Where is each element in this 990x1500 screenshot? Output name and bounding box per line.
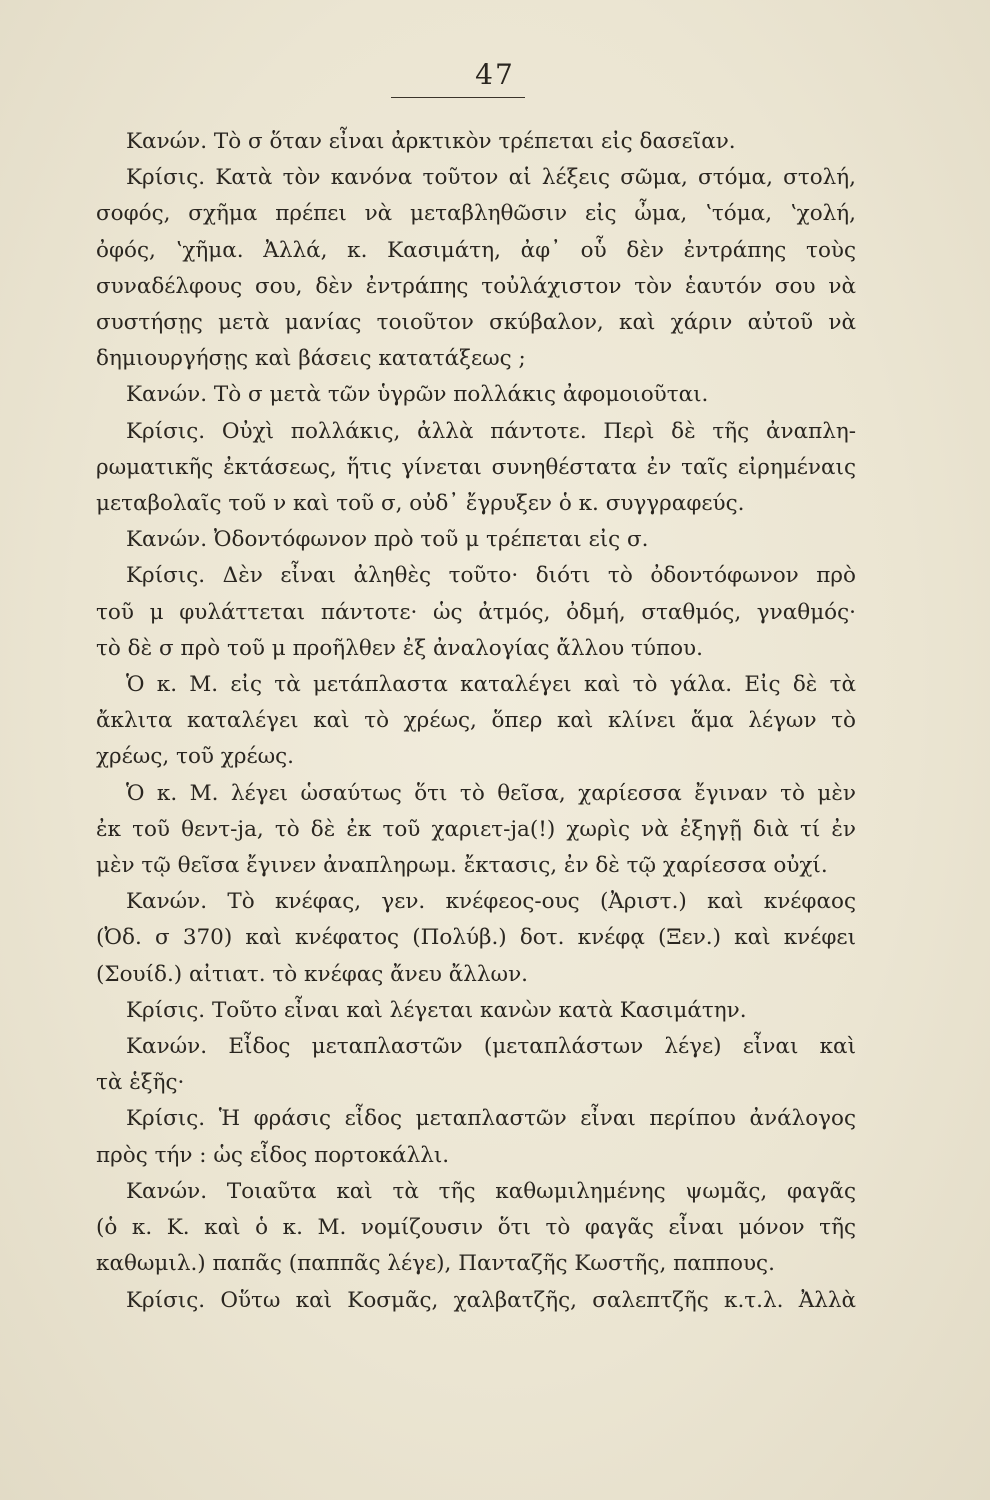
text-line: χρέως, τοῦ χρέως. <box>96 744 295 770</box>
text-line: δημιουργήσῃς καὶ βάσεις κατατάξεως ; <box>96 346 526 372</box>
text-line: Κρίσις. Κατὰ τὸν κανόνα τοῦτον αἱ λέξεις σῶμα, στόμα, στολή, <box>126 165 856 191</box>
text-line: Κανών. Τὸ σ ὅταν εἶναι ἀρκτικὸν τρέπεται εἰς δασεῖαν. <box>126 129 736 154</box>
text-line: συναδέλφους σου, δὲν ἐντράπης τοὐλάχιστον τὸν ἑαυτόν σου νὰ <box>96 273 856 299</box>
text-line: Κανών. Τὸ σ μετὰ τῶν ὑγρῶν πολλάκις ἀφομοιοῦται. <box>126 382 709 408</box>
text-line: (ὁ κ. Κ. καὶ ὁ κ. Μ. νομίζουσιν ὅτι τὸ φαγᾶς εἶναι μόνον τῆς <box>96 1215 856 1241</box>
text-line: πρὸς τήν : ὡς εἶδος πορτοκάλλι. <box>96 1142 450 1168</box>
text-line: ἄκλιτα καταλέγει καὶ τὸ χρέως, ὅπερ καὶ κλίνει ἅμα λέγων τὸ <box>96 708 856 734</box>
page-text <box>96 124 856 1319</box>
text-line: Κανών. Τοιαῦτα καὶ τὰ τῆς καθωμιλημένης ψωμᾶς, φαγᾶς <box>126 1178 856 1204</box>
text-line: σοφός, σχῆμα πρέπει νὰ μεταβληθῶσιν εἰς ὦμα, ʽτόμα, ʽχολή, <box>96 201 856 227</box>
text-line: Κρίσις. Οὕτω καὶ Κοσμᾶς, χαλβατζῆς, σαλεπτζῆς κ.τ.λ. Ἀλλὰ <box>126 1287 856 1313</box>
text-line: Ὁ κ. Μ. λέγει ὡσαύτως ὅτι τὸ θεῖσα, χαρίεσσα ἔγιναν τὸ μὲν <box>126 780 856 806</box>
text-line: Κανών. Εἶδος μεταπλαστῶν (μεταπλάστων λέγε) εἶναι καὶ <box>126 1034 856 1060</box>
text-line: μὲν τῷ θεῖσα ἔγινεν ἀναπληρωμ. ἔκτασις, ἐν δὲ τῷ χαρίεσσα οὐχί. <box>96 853 828 879</box>
text-line: Κανών. Τὸ κνέφας, γεν. κνέφεος-ους (Ἀριστ.) καὶ κνέφαος <box>126 889 856 915</box>
text-line: (Ὀδ. σ 370) καὶ κνέφατος (Πολύβ.) δοτ. κνέφᾳ (Ξεν.) καὶ κνέφει <box>96 925 856 951</box>
text-line: καθωμιλ.) παπᾶς (παππᾶς λέγε), Πανταζῆς Κωστῆς, παππους. <box>96 1251 775 1277</box>
text-line: ὀφός, ʽχῆμα. Ἀλλά, κ. Κασιμάτη, ἀφ᾽ οὗ δὲν ἐντράπης τοὺς <box>96 237 856 263</box>
text-line: (Σουίδ.) αἰτιατ. τὸ κνέφας ἄνευ ἄλλων. <box>96 961 528 987</box>
text-line: ἐκ τοῦ θεντ-ja, τὸ δὲ ἐκ τοῦ χαριετ-ja(!) χωρὶς νὰ ἐξηγῇ διὰ τί ἐν <box>96 816 856 842</box>
text-line: ρωματικῆς ἐκτάσεως, ἥτις γίνεται συνηθέστατα ἐν ταῖς εἰρημέναις <box>96 454 856 480</box>
text-line: Κρίσις. Τοῦτο εἶναι καὶ λέγεται κανὼν κατὰ Κασιμάτην. <box>126 997 747 1023</box>
page-number: 47 <box>475 58 515 91</box>
text-line: Κανών. Ὀδοντόφωνον πρὸ τοῦ μ τρέπεται εἰς σ. <box>126 527 649 553</box>
text-line: τοῦ μ φυλάττεται πάντοτε· ὡς ἀτμός, ὀδμή, σταθμός, γναθμός· <box>96 599 856 625</box>
text-line: Ὁ κ. Μ. εἰς τὰ μετάπλαστα καταλέγει καὶ τὸ γάλα. Εἰς δὲ τὰ <box>126 672 856 698</box>
text-line: τὰ ἑξῆς· <box>96 1070 185 1096</box>
text-line: Κρίσις. Δὲν εἶναι ἀληθὲς τοῦτο· διότι τὸ ὀδοντόφωνον πρὸ <box>126 563 856 589</box>
text-line: τὸ δὲ σ πρὸ τοῦ μ προῆλθεν ἐξ ἀναλογίας ἄλλου τύπου. <box>96 635 703 661</box>
text-line: Κρίσις. Οὐχὶ πολλάκις, ἀλλὰ πάντοτε. Περὶ δὲ τῆς ἀναπλη- <box>126 418 856 444</box>
text-line: μεταβολαῖς τοῦ ν καὶ τοῦ σ, οὐδ᾽ ἔγρυξεν ὁ κ. συγγραφεύς. <box>96 491 745 517</box>
header-rule <box>391 97 525 98</box>
text-line: συστήσῃς μετὰ μανίας τοιοῦτον σκύβαλον, καὶ χάριν αὐτοῦ νὰ <box>96 310 856 336</box>
text-line: Κρίσις. Ἡ φράσις εἶδος μεταπλαστῶν εἶναι περίπου ἀνάλογος <box>126 1106 856 1132</box>
